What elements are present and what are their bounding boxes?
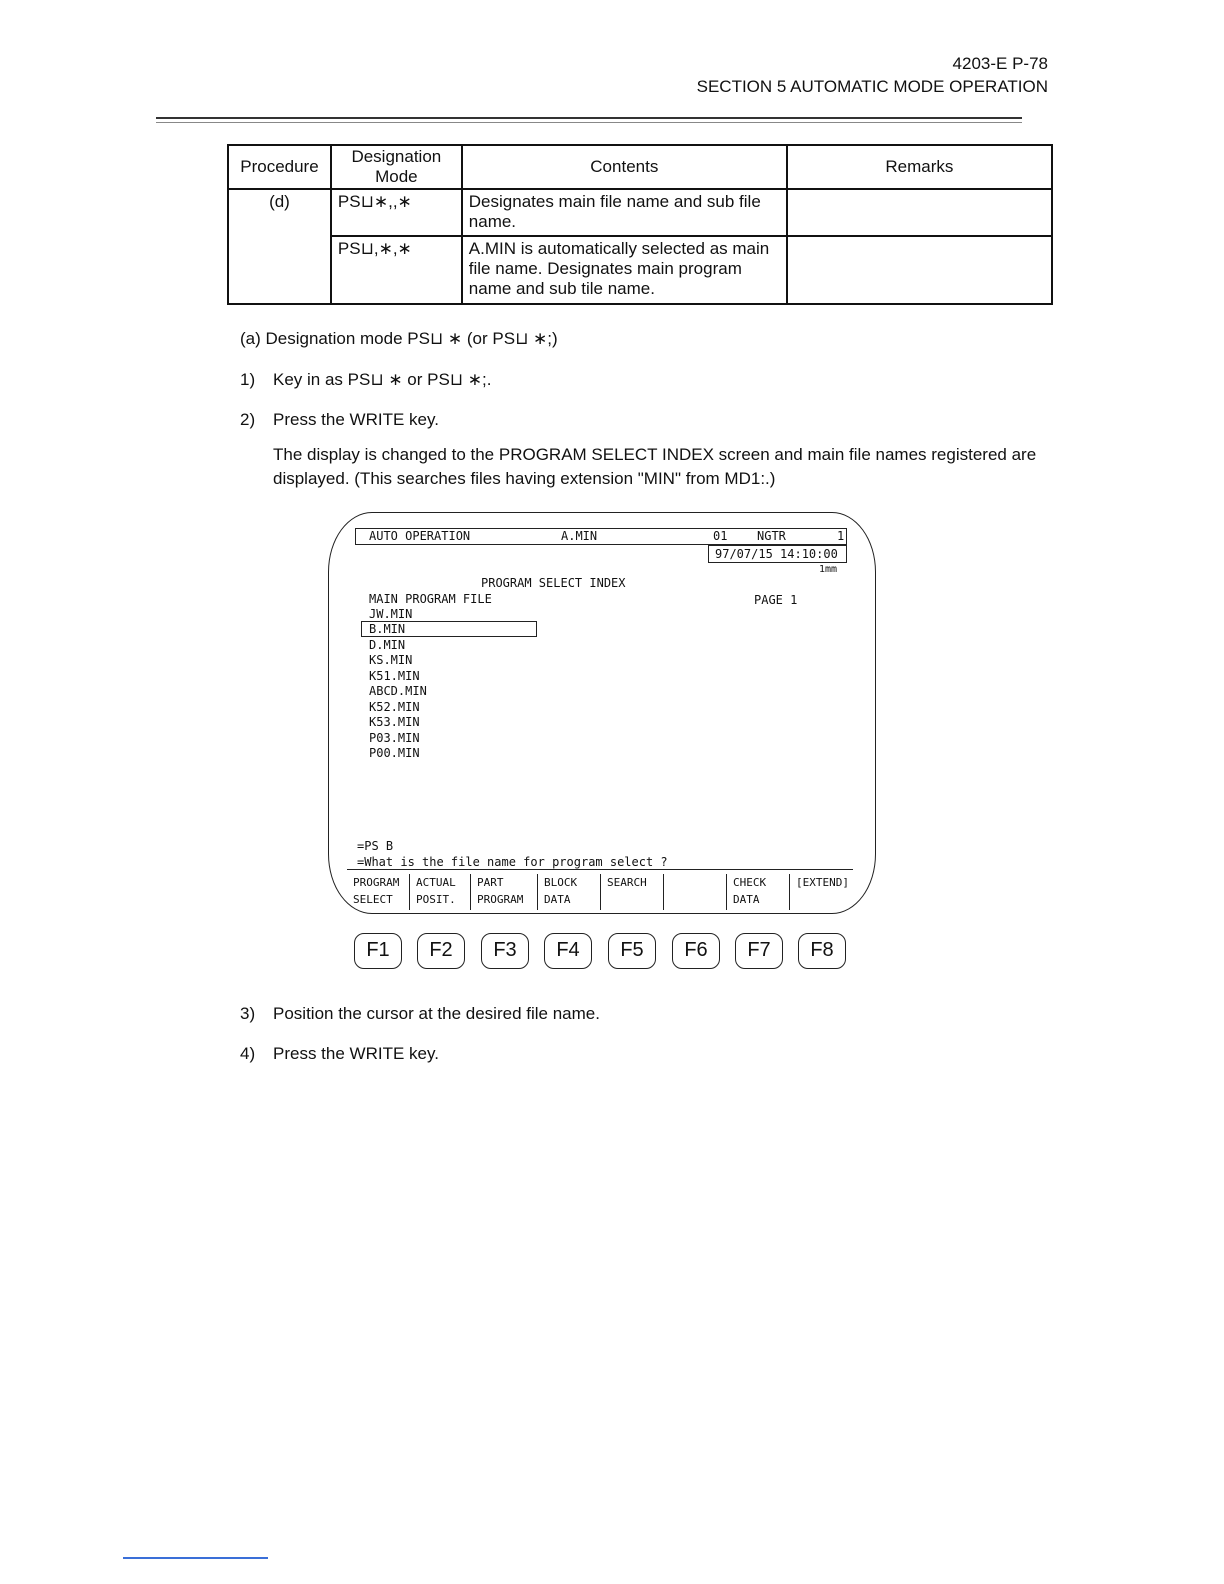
softkey-blank[interactable] (663, 874, 725, 910)
file-list-item[interactable]: P00.MIN (369, 746, 420, 760)
softkey-line1: CHECK (733, 876, 767, 889)
softkey-program-select[interactable] (347, 874, 407, 910)
step-1: Key in as PS⊔ ∗ or PS⊔ ∗;. (273, 370, 492, 389)
softkey-line2: DATA (733, 893, 760, 906)
softkey-line2: [EXTEND] (796, 876, 849, 889)
step-3-number: 3) (240, 1004, 256, 1023)
section-title: SECTION 5 AUTOMATIC MODE OPERATION (696, 77, 1048, 96)
designation-mode-a: (a) Designation mode PS⊔ ∗ (or PS⊔ ∗;) (240, 329, 558, 348)
step-4: Press the WRITE key. (273, 1044, 439, 1063)
header-rule-thin (156, 122, 1022, 123)
footer-line (123, 1557, 268, 1559)
page-reference: 4203-E P-78 (952, 54, 1048, 73)
status-label: NGTR (757, 529, 786, 543)
softkey-line2: PROGRAM (477, 893, 524, 906)
f6-key[interactable]: F6 (672, 933, 720, 969)
table-row (228, 189, 1052, 236)
main-file-label: A.MIN (561, 529, 598, 543)
datetime: 97/07/15 14:10:00 (715, 547, 838, 561)
status-code: 01 (713, 529, 728, 543)
file-list-item[interactable]: K51.MIN (369, 669, 420, 683)
header-rule (156, 117, 1022, 119)
table-row (228, 236, 1052, 304)
file-list-item[interactable]: B.MIN (369, 622, 406, 636)
header-remarks: Remarks (787, 145, 1052, 189)
contents-cell: Designates main file name and sub file name. (462, 189, 787, 236)
screen-title: PROGRAM SELECT INDEX (481, 576, 626, 590)
softkey-check-data[interactable] (726, 874, 788, 910)
f3-key[interactable]: F3 (481, 933, 529, 969)
header-designation-line1: Designation (351, 147, 442, 166)
header-procedure: Procedure (228, 145, 331, 189)
softkey-actual-posit[interactable] (409, 874, 469, 910)
step-2-number: 2) (240, 410, 256, 429)
remarks-cell (787, 236, 1052, 304)
crt-screen (328, 512, 876, 914)
softkey-line1: ACTUAL (416, 876, 456, 889)
header-contents: Contents (462, 145, 787, 189)
step-3: Position the cursor at the desired file name. (273, 1004, 600, 1023)
header-designation-mode (331, 145, 462, 189)
mode-cell: PS⊔∗,,∗ (331, 189, 462, 236)
softkey-block-data[interactable] (537, 874, 599, 910)
file-list-item[interactable]: K53.MIN (369, 715, 420, 729)
f8-key[interactable]: F8 (798, 933, 846, 969)
explanation-paragraph: The display is changed to the PROGRAM SELECT INDEX screen and main file names registered are displayed. (This searches files having extension "MIN" from MD1:.) (273, 445, 1037, 488)
table-header-row (228, 145, 1052, 189)
step-2: Press the WRITE key. (273, 410, 439, 429)
f1-key[interactable]: F1 (354, 933, 402, 969)
list-label: MAIN PROGRAM FILE (369, 592, 492, 606)
header-designation-line2: Mode (375, 167, 418, 186)
softkey-line2: SELECT (353, 893, 393, 906)
softkey-line2: SEARCH (607, 876, 647, 889)
softkey-part-program[interactable] (470, 874, 536, 910)
file-list-item[interactable]: JW.MIN (369, 607, 413, 621)
softkey-extend[interactable] (789, 874, 853, 910)
file-list-item[interactable]: K52.MIN (369, 700, 420, 714)
input-line[interactable]: =PS B (357, 839, 394, 853)
page-label: PAGE 1 (754, 593, 798, 607)
step-1-number: 1) (240, 370, 256, 389)
softkey-line2: DATA (544, 893, 571, 906)
file-list-item[interactable]: ABCD.MIN (369, 684, 427, 698)
procedure-cell: (d) (228, 189, 331, 304)
step-4-number: 4) (240, 1044, 256, 1063)
contents-cell: A.MIN is automatically selected as main file name. Designates main program name and sub tile name. (462, 236, 787, 304)
mode-label: AUTO OPERATION (369, 529, 471, 543)
designation-table (227, 144, 1053, 305)
file-list-item[interactable]: P03.MIN (369, 731, 420, 745)
mode-cell: PS⊔,∗,∗ (331, 236, 462, 304)
softkey-line2: POSIT. (416, 893, 456, 906)
status-number: 1 (837, 529, 845, 543)
file-list-item[interactable]: D.MIN (369, 638, 406, 652)
softkey-bar (347, 869, 853, 910)
unit-label: 1mm (819, 564, 838, 575)
f4-key[interactable]: F4 (544, 933, 592, 969)
remarks-cell (787, 189, 1052, 236)
file-list-item[interactable]: KS.MIN (369, 653, 413, 667)
softkey-line1: PROGRAM (353, 876, 400, 889)
f5-key[interactable]: F5 (608, 933, 656, 969)
softkey-search[interactable] (600, 874, 662, 910)
softkey-line1: PART (477, 876, 504, 889)
f7-key[interactable]: F7 (735, 933, 783, 969)
f2-key[interactable]: F2 (417, 933, 465, 969)
softkey-line1: BLOCK (544, 876, 578, 889)
prompt-line: =What is the file name for program select ? (357, 855, 668, 869)
